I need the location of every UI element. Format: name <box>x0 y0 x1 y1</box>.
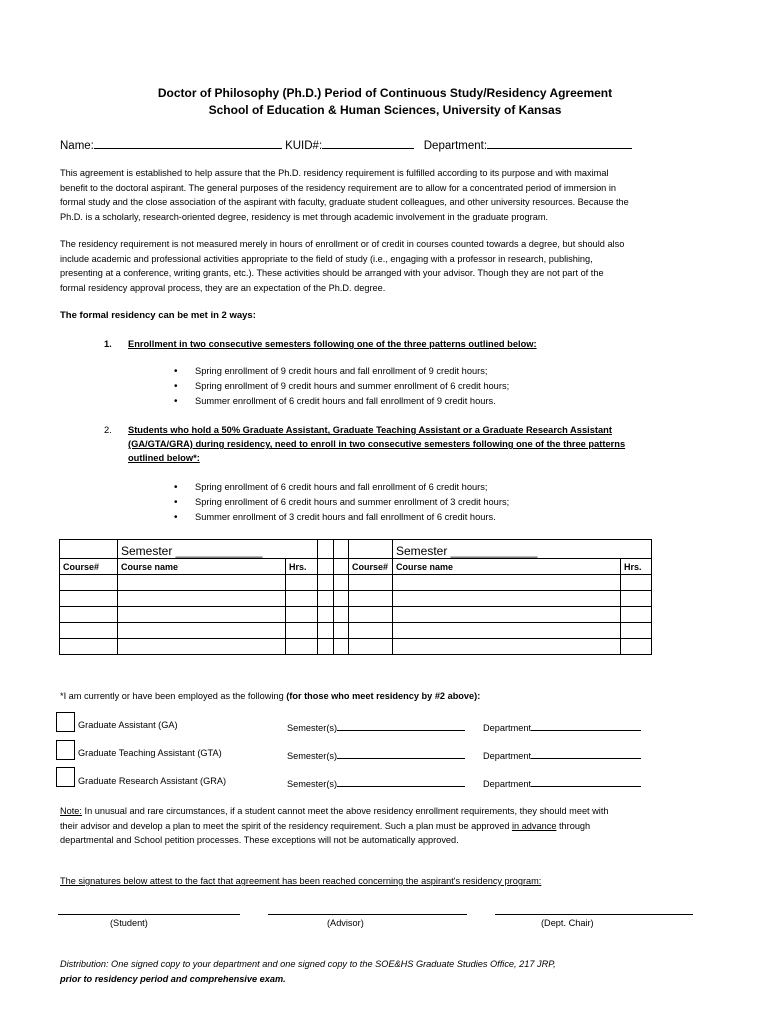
course-number-header: Course# <box>349 559 393 575</box>
gta-department-field[interactable] <box>531 748 641 759</box>
course-number-header: Course# <box>60 559 118 575</box>
requirement-paragraph: The residency requirement is not measured merely in hours of enrollment or of credit in courses counted towards a degree, but should also include academic and professional activities appropriate to the field of study (i.e., engaging with a professor in research, publishing, presenting at a conference, writing grants, etc.). These activities should be arranged with your advisor. Though they are not part of the formal residency approval process, they are an expectation of the Ph.D. degree. <box>60 239 625 293</box>
signature-intro: The signatures below attest to the fact that agreement has been reached concerning the aspirant's residency program: <box>60 876 542 886</box>
option2-heading-line: (GA/GTA/GRA) during residency, need to enroll in two consecutive semesters following one of the three patterns <box>128 439 626 449</box>
option1-bullet: • Summer enrollment of 6 credit hours and fall enrollment of 9 credit hours. <box>195 396 496 406</box>
student-signature-label: (Student) <box>110 918 148 928</box>
option2-bullet: • Spring enrollment of 6 credit hours and fall enrollment of 6 credit hours; <box>195 482 488 492</box>
gta-semester-field[interactable] <box>337 748 465 759</box>
table-row <box>60 575 652 591</box>
ga-department-field[interactable] <box>531 720 641 731</box>
ga-label: Graduate Assistant (GA) <box>78 720 178 730</box>
gra-semester-label: Semester(s) <box>287 776 465 789</box>
course-name-header: Course name <box>393 559 621 575</box>
ga-checkbox[interactable] <box>56 712 75 732</box>
option1-number: 1. <box>104 339 112 349</box>
kuid-label: KUID#: <box>285 140 323 152</box>
gra-checkbox[interactable] <box>56 767 75 787</box>
gra-label: Graduate Research Assistant (GRA) <box>78 776 227 786</box>
option2-heading-line: Students who hold a 50% Graduate Assistant, Graduate Teaching Assistant or a Graduate Research Assistant <box>128 425 612 435</box>
option2-number: 2. <box>104 425 112 435</box>
table-row <box>60 591 652 607</box>
department-field[interactable] <box>487 137 632 149</box>
name-field[interactable] <box>94 137 282 149</box>
semester-1-label[interactable]: Semester _____________ <box>118 540 318 559</box>
identity-fields <box>60 137 632 152</box>
option1-bullet: • Spring enrollment of 9 credit hours and summer enrollment of 6 credit hours; <box>195 381 509 391</box>
option1-heading: Enrollment in two consecutive semesters following one of the three patterns outlined below: <box>128 339 537 349</box>
table-row <box>60 639 652 655</box>
gta-checkbox[interactable] <box>56 740 75 760</box>
student-signature-line[interactable] <box>58 914 240 915</box>
document-subtitle: School of Education & Human Sciences, University of Kansas <box>208 103 562 117</box>
department-label: Department: <box>423 140 488 152</box>
kuid-field[interactable] <box>322 137 414 149</box>
document-title: Doctor of Philosophy (Ph.D.) Period of Continuous Study/Residency Agreement <box>157 86 613 100</box>
gra-department-label: Department <box>483 776 641 789</box>
gra-department-field[interactable] <box>531 776 641 787</box>
ga-semester-label: Semester(s) <box>287 720 465 733</box>
employment-intro: *I am currently or have been employed as the following (for those who meet residency by #2 above): <box>60 691 481 701</box>
table-row <box>60 607 652 623</box>
semester-2-label[interactable]: Semester _____________ <box>393 540 652 559</box>
option2-bullet: • Spring enrollment of 6 credit hours and summer enrollment of 3 credit hours; <box>195 497 509 507</box>
advisor-signature-label: (Advisor) <box>327 918 364 928</box>
hours-header: Hrs. <box>621 559 652 575</box>
ga-department-label: Department <box>483 720 641 733</box>
option1-bullet: • Spring enrollment of 9 credit hours and fall enrollment of 9 credit hours; <box>195 366 488 376</box>
chair-signature-label: (Dept. Chair) <box>541 918 594 928</box>
gta-label: Graduate Teaching Assistant (GTA) <box>78 748 222 758</box>
ways-heading: The formal residency can be met in 2 ways: <box>60 310 256 321</box>
table-row <box>60 623 652 639</box>
gta-department-label: Department <box>483 748 641 761</box>
option2-bullet: • Summer enrollment of 3 credit hours and fall enrollment of 6 credit hours. <box>195 512 496 522</box>
purpose-paragraph: This agreement is established to help assure that the Ph.D. residency requirement is fulfilled according to its purpose and with maximal benefit to the doctoral aspirant. The general purposes of the residency requirement are to allow for a concentrated period of immersion in formal study and the close association of the aspirant with faculty, graduate student colleagues, and other university resources. Because the Ph.D. is a scholarly, research-oriented degree, residency is met through academic involvement in the graduate program. <box>60 168 629 222</box>
course-name-header: Course name <box>118 559 286 575</box>
distribution-line: Distribution: One signed copy to your department and one signed copy to the SOE&HS Graduate Studies Office, 217 JRP, <box>60 959 556 969</box>
gra-semester-field[interactable] <box>337 776 465 787</box>
option2-heading-line: outlined below*: <box>128 453 200 463</box>
exception-note: Note: In unusual and rare circumstances, if a student cannot meet the above residency enrollment requirements, they should meet with their advisor and develop a plan to meet the spirit of the residency requirement. Such a plan must be approved in advance through departmental and School petition processes. These exceptions will not be automatically approved. <box>60 806 609 845</box>
hours-header: Hrs. <box>286 559 318 575</box>
name-label: Name: <box>60 140 94 152</box>
semester-course-table <box>59 539 652 655</box>
gta-semester-label: Semester(s) <box>287 748 465 761</box>
ga-semester-field[interactable] <box>337 720 465 731</box>
advisor-signature-line[interactable] <box>268 914 467 915</box>
chair-signature-line[interactable] <box>495 914 693 915</box>
distribution-line-bold: prior to residency period and comprehensive exam. <box>60 974 286 984</box>
